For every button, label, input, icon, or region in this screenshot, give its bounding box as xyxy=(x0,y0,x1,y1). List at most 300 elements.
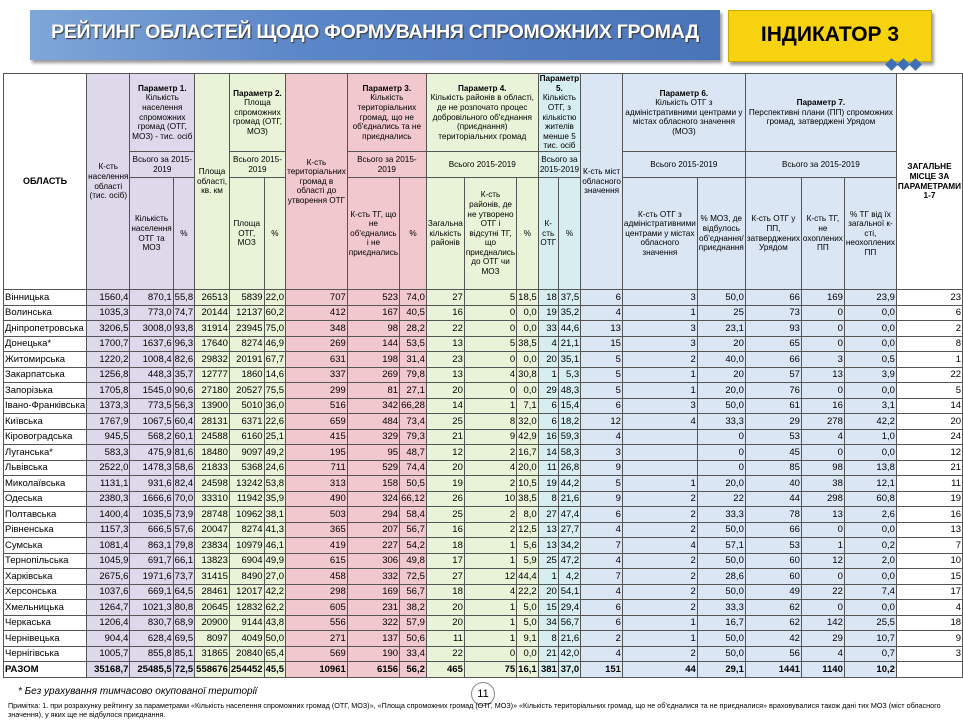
header-p6-pct: % МОЗ, де відбулось об'єднання/приєднання xyxy=(697,178,745,290)
table-cell: 15 xyxy=(581,336,623,352)
table-cell: 0,2 xyxy=(844,538,896,554)
table-cell: 12,5 xyxy=(517,522,539,538)
table-cell: 3 xyxy=(622,290,697,306)
table-cell: 5368 xyxy=(229,460,264,476)
rank-cell: 20 xyxy=(896,414,962,430)
table-cell: 57,1 xyxy=(697,538,745,554)
table-cell: 254452 xyxy=(229,662,264,678)
table-cell: 1035,3 xyxy=(87,305,130,321)
table-cell: 13,8 xyxy=(844,460,896,476)
table-cell: 2 xyxy=(464,445,516,461)
table-cell: 53 xyxy=(745,538,801,554)
header-param7: Параметр 7. Перспективні плани (ПП) спроможних громад, затверджені Урядом xyxy=(745,74,896,152)
table-cell: 1,0 xyxy=(844,429,896,445)
rank-cell: 12 xyxy=(896,445,962,461)
table-cell: 50,5 xyxy=(400,476,427,492)
table-cell: 6 xyxy=(581,615,623,631)
oblast-name-cell: Чернігівська xyxy=(4,646,87,662)
table-cell: 1400,4 xyxy=(87,507,130,523)
table-cell: 10961 xyxy=(286,662,348,678)
header-p7-nocov: К-сть ТГ, не охоплених ПП xyxy=(801,178,844,290)
table-cell: 60,8 xyxy=(844,491,896,507)
oblast-name-cell: Івано-Франківська xyxy=(4,398,87,414)
table-cell: 2675,6 xyxy=(87,569,130,585)
table-cell: 59,3 xyxy=(558,429,580,445)
table-body xyxy=(4,290,963,678)
table-cell: 1037,6 xyxy=(87,584,130,600)
table-row xyxy=(4,336,963,352)
table-cell: 773,5 xyxy=(130,398,173,414)
table-cell: 313 xyxy=(286,476,348,492)
table-cell: 5 xyxy=(581,352,623,368)
table-cell: 32,0 xyxy=(517,414,539,430)
table-cell: 60 xyxy=(745,569,801,585)
table-cell: 1206,4 xyxy=(87,615,130,631)
table-cell: 1140 xyxy=(801,662,844,678)
table-cell: 58,6 xyxy=(173,460,195,476)
table-cell: 5,6 xyxy=(517,538,539,554)
table-cell: 20191 xyxy=(229,352,264,368)
table-cell: 490 xyxy=(286,491,348,507)
table-cell: 8 xyxy=(538,491,558,507)
table-cell: 1005,7 xyxy=(87,646,130,662)
header-p1-count: Кількість населення ОТГ та МОЗ xyxy=(130,178,173,290)
table-cell: 8490 xyxy=(229,569,264,585)
table-row xyxy=(4,538,963,554)
table-cell: 151 xyxy=(581,662,623,678)
table-cell: 53,5 xyxy=(400,336,427,352)
header-p1-pct: % xyxy=(173,178,195,290)
table-cell: 3 xyxy=(622,398,697,414)
table-cell: 1560,4 xyxy=(87,290,130,306)
header-p2-total: Всього 2015-2019 xyxy=(229,152,285,178)
table-cell: 33,3 xyxy=(697,414,745,430)
table-cell: 2 xyxy=(622,522,697,538)
table-cell: 7 xyxy=(581,538,623,554)
table-cell: 18,2 xyxy=(558,414,580,430)
table-cell: 3 xyxy=(581,445,623,461)
table-cell: 45,5 xyxy=(264,662,286,678)
page-number: 11 xyxy=(471,682,495,706)
table-cell: 158 xyxy=(347,476,399,492)
table-cell: 2 xyxy=(622,600,697,616)
table-cell: 76 xyxy=(745,383,801,399)
table-cell: 8274 xyxy=(229,336,264,352)
table-cell: 5 xyxy=(464,290,516,306)
table-cell: 13 xyxy=(426,336,464,352)
table-cell: 14 xyxy=(538,445,558,461)
oblast-name-cell: Одеська xyxy=(4,491,87,507)
table-cell: 1767,9 xyxy=(87,414,130,430)
table-cell: 28131 xyxy=(195,414,230,430)
table-cell: 81 xyxy=(347,383,399,399)
oblast-name-cell: Вінницька xyxy=(4,290,87,306)
table-cell: 48,3 xyxy=(558,383,580,399)
table-cell: 50,0 xyxy=(697,584,745,600)
table-cell: 50,0 xyxy=(697,631,745,647)
table-cell: 25 xyxy=(697,305,745,321)
table-cell: 659 xyxy=(286,414,348,430)
table-cell: 1373,3 xyxy=(87,398,130,414)
table-cell: 18 xyxy=(426,538,464,554)
table-cell: 190 xyxy=(347,646,399,662)
table-cell: 18,5 xyxy=(517,290,539,306)
table-cell: 40,0 xyxy=(697,352,745,368)
table-cell: 1637,6 xyxy=(130,336,173,352)
table-cell: 27,1 xyxy=(400,383,427,399)
table-cell: 73,4 xyxy=(400,414,427,430)
table-cell: 57 xyxy=(745,367,801,383)
table-cell: 66,1 xyxy=(173,553,195,569)
table-cell: 42,9 xyxy=(517,429,539,445)
table-cell: 137 xyxy=(347,631,399,647)
table-cell: 98 xyxy=(347,321,399,337)
table-cell: 0 xyxy=(464,321,516,337)
table-cell: 0 xyxy=(801,321,844,337)
table-cell: 1157,3 xyxy=(87,522,130,538)
table-cell: 25 xyxy=(426,507,464,523)
header-param6: Параметр 6. Кількість ОТГ з адміністративними центрами у містах обласного значення (МОЗ) xyxy=(622,74,745,152)
table-cell: 31914 xyxy=(195,321,230,337)
rank-cell: 18 xyxy=(896,615,962,631)
table-cell: 7,4 xyxy=(844,584,896,600)
table-cell: 67,7 xyxy=(264,352,286,368)
table-cell: 2 xyxy=(622,352,697,368)
table-cell: 503 xyxy=(286,507,348,523)
table-cell: 33 xyxy=(538,321,558,337)
table-cell: 2 xyxy=(622,646,697,662)
table-cell: 38,5 xyxy=(517,336,539,352)
table-cell: 299 xyxy=(286,383,348,399)
table-cell: 82,6 xyxy=(173,352,195,368)
table-cell: 10,7 xyxy=(844,631,896,647)
table-cell: 22,6 xyxy=(264,414,286,430)
table-cell: 830,7 xyxy=(130,615,173,631)
table-cell: 17 xyxy=(426,553,464,569)
table-cell: 33,3 xyxy=(697,507,745,523)
table-cell: 0 xyxy=(697,460,745,476)
table-cell: 79,8 xyxy=(400,367,427,383)
table-cell: 29 xyxy=(801,631,844,647)
oblast-name-cell: Донецька* xyxy=(4,336,87,352)
table-cell: 1666,6 xyxy=(130,491,173,507)
table-cell: 3 xyxy=(801,352,844,368)
table-row xyxy=(4,460,963,476)
table-cell: 13900 xyxy=(195,398,230,414)
table-cell: 23945 xyxy=(229,321,264,337)
table-cell: 16,7 xyxy=(517,445,539,461)
table-cell: 90,6 xyxy=(173,383,195,399)
table-cell: 49,8 xyxy=(400,553,427,569)
table-cell: 74,0 xyxy=(400,290,427,306)
oblast-name-cell: Миколаївська xyxy=(4,476,87,492)
rank-cell: 15 xyxy=(896,569,962,585)
table-row xyxy=(4,631,963,647)
table-cell: 6160 xyxy=(229,429,264,445)
table-cell: 20047 xyxy=(195,522,230,538)
table-cell: 66,12 xyxy=(400,491,427,507)
oblast-name-cell: Чернівецька xyxy=(4,631,87,647)
table-cell: 25,5 xyxy=(844,615,896,631)
header-p5-pct: % xyxy=(558,178,580,290)
table-cell: 53,8 xyxy=(264,476,286,492)
table-cell: 0,0 xyxy=(517,321,539,337)
table-cell: 65,4 xyxy=(264,646,286,662)
header-p6-total: Всього 2015-2019 xyxy=(622,152,745,178)
table-cell: 62,2 xyxy=(264,600,286,616)
oblast-name-cell: Закарпатська xyxy=(4,367,87,383)
table-cell: 73 xyxy=(745,305,801,321)
header-p2-area: Площа ОТГ, МОЗ xyxy=(229,178,264,290)
table-row xyxy=(4,507,963,523)
table-cell: 666,5 xyxy=(130,522,173,538)
table-cell: 1220,2 xyxy=(87,352,130,368)
oblast-name-cell: Львівська xyxy=(4,460,87,476)
table-cell: 0 xyxy=(801,522,844,538)
table-cell: 1 xyxy=(622,476,697,492)
table-cell: 2 xyxy=(622,507,697,523)
table-cell: 40 xyxy=(745,476,801,492)
table-cell: 29 xyxy=(745,414,801,430)
table-cell: 5 xyxy=(581,367,623,383)
table-cell: 4 xyxy=(581,522,623,538)
table-cell: 21 xyxy=(538,646,558,662)
table-cell: 70,0 xyxy=(173,491,195,507)
table-cell: 2 xyxy=(464,476,516,492)
table-cell: 0 xyxy=(464,305,516,321)
table-cell: 0,0 xyxy=(844,522,896,538)
table-cell: 54,1 xyxy=(558,584,580,600)
table-cell: 16 xyxy=(426,305,464,321)
table-cell: 37,0 xyxy=(558,662,580,678)
table-cell: 29,4 xyxy=(558,600,580,616)
oblast-name-cell: РАЗОМ xyxy=(4,662,87,678)
table-cell: 1081,4 xyxy=(87,538,130,554)
table-cell: 9 xyxy=(581,460,623,476)
table-cell: 631 xyxy=(286,352,348,368)
table-cell: 707 xyxy=(286,290,348,306)
table-cell: 904,4 xyxy=(87,631,130,647)
table-cell: 945,5 xyxy=(87,429,130,445)
table-cell: 56,2 xyxy=(400,662,427,678)
table-cell: 13 xyxy=(426,367,464,383)
table-cell: 56 xyxy=(745,646,801,662)
table-cell: 415 xyxy=(286,429,348,445)
table-cell: 324 xyxy=(347,491,399,507)
table-cell: 42,2 xyxy=(264,584,286,600)
rank-cell: 19 xyxy=(896,491,962,507)
table-cell: 20527 xyxy=(229,383,264,399)
table-cell: 322 xyxy=(347,615,399,631)
table-cell: 38,1 xyxy=(264,507,286,523)
table-cell: 12137 xyxy=(229,305,264,321)
table-cell: 207 xyxy=(347,522,399,538)
table-cell: 1131,1 xyxy=(87,476,130,492)
table-cell: 42,2 xyxy=(844,414,896,430)
table-cell: 12 xyxy=(801,553,844,569)
table-cell: 1 xyxy=(622,615,697,631)
table-cell: 2 xyxy=(464,507,516,523)
table-cell: 6 xyxy=(581,507,623,523)
table-cell: 13 xyxy=(801,367,844,383)
table-cell: 0,5 xyxy=(844,352,896,368)
table-cell: 66 xyxy=(745,522,801,538)
table-cell: 29,1 xyxy=(697,662,745,678)
table-cell: 7 xyxy=(581,569,623,585)
table-cell: 1264,7 xyxy=(87,600,130,616)
oblast-name-cell: Хмельницька xyxy=(4,600,87,616)
table-cell: 21,6 xyxy=(558,491,580,507)
table-cell: 6 xyxy=(538,414,558,430)
table-cell: 28,6 xyxy=(697,569,745,585)
table-cell: 4 xyxy=(581,584,623,600)
table-cell: 22,0 xyxy=(264,290,286,306)
table-cell: 35,7 xyxy=(173,367,195,383)
oblast-name-cell: Черкаська xyxy=(4,615,87,631)
table-cell: 605 xyxy=(286,600,348,616)
table-cell: 5,9 xyxy=(517,553,539,569)
oblast-name-cell: Запорізька xyxy=(4,383,87,399)
header-p5-count: К-сть ОТГ xyxy=(538,178,558,290)
table-cell: 62 xyxy=(745,615,801,631)
table-cell: 44 xyxy=(622,662,697,678)
table-cell: 20 xyxy=(697,367,745,383)
table-cell: 8274 xyxy=(229,522,264,538)
table-cell: 6 xyxy=(581,600,623,616)
header-oblast: ОБЛАСТЬ xyxy=(4,74,87,290)
table-cell: 27,0 xyxy=(264,569,286,585)
table-cell: 1 xyxy=(464,615,516,631)
header-p5-total: Всього за 2015-2019 xyxy=(538,152,581,178)
header-p3-pct: % xyxy=(400,178,427,290)
table-cell: 1021,3 xyxy=(130,600,173,616)
table-row xyxy=(4,445,963,461)
table-cell: 22 xyxy=(697,491,745,507)
table-cell: 19 xyxy=(538,476,558,492)
table-cell: 381 xyxy=(538,662,558,678)
table-cell: 0,0 xyxy=(517,305,539,321)
table-cell: 18 xyxy=(426,584,464,600)
table-cell: 20 xyxy=(426,600,464,616)
table-row xyxy=(4,491,963,507)
table-row xyxy=(4,476,963,492)
table-cell: 15,4 xyxy=(558,398,580,414)
table-cell: 17640 xyxy=(195,336,230,352)
table-cell: 82,4 xyxy=(173,476,195,492)
table-cell: 20645 xyxy=(195,600,230,616)
table-cell: 0 xyxy=(697,429,745,445)
table-cell: 23,1 xyxy=(697,321,745,337)
table-cell: 46,9 xyxy=(264,336,286,352)
table-cell: 47,4 xyxy=(558,507,580,523)
table-cell: 0 xyxy=(464,646,516,662)
table-cell: 8 xyxy=(538,631,558,647)
table-cell: 484 xyxy=(347,414,399,430)
oblast-name-cell: Полтавська xyxy=(4,507,87,523)
table-cell: 96,3 xyxy=(173,336,195,352)
table-cell: 1045,9 xyxy=(87,553,130,569)
table-cell: 16 xyxy=(801,398,844,414)
table-cell: 348 xyxy=(286,321,348,337)
table-cell: 669,1 xyxy=(130,584,173,600)
table-cell: 529 xyxy=(347,460,399,476)
table-cell: 4 xyxy=(581,646,623,662)
table-cell: 42,0 xyxy=(558,646,580,662)
table-cell: 2 xyxy=(464,522,516,538)
table-cell: 1 xyxy=(538,569,558,585)
table-cell: 691,7 xyxy=(130,553,173,569)
table-cell: 465 xyxy=(426,662,464,678)
table-cell: 23834 xyxy=(195,538,230,554)
table-cell: 2 xyxy=(622,569,697,585)
table-cell: 9 xyxy=(464,429,516,445)
table-cell: 24598 xyxy=(195,476,230,492)
table-cell: 34,2 xyxy=(558,538,580,554)
table-cell: 34 xyxy=(538,615,558,631)
oblast-name-cell: Луганська* xyxy=(4,445,87,461)
table-cell: 12 xyxy=(581,414,623,430)
table-cell: 31415 xyxy=(195,569,230,585)
header-p2-pct: % xyxy=(264,178,286,290)
table-cell: 93 xyxy=(745,321,801,337)
header-p6-count: К-сть ОТГ з адміністративними центрами у містах обласного значення xyxy=(622,178,697,290)
diamond-decoration-icon xyxy=(887,56,937,72)
table-cell: 25,1 xyxy=(264,429,286,445)
table-cell: 1 xyxy=(622,367,697,383)
oblast-name-cell: Сумська xyxy=(4,538,87,554)
table-cell: 20 xyxy=(697,336,745,352)
table-cell: 6371 xyxy=(229,414,264,430)
table-row xyxy=(4,615,963,631)
table-cell: 24588 xyxy=(195,429,230,445)
rank-cell: 4 xyxy=(896,600,962,616)
table-cell: 2 xyxy=(622,553,697,569)
table-cell: 4 xyxy=(538,336,558,352)
table-cell: 60,1 xyxy=(173,429,195,445)
table-cell: 57,6 xyxy=(173,522,195,538)
table-cell: 9,1 xyxy=(517,631,539,647)
table-cell: 56,7 xyxy=(400,584,427,600)
table-cell: 66,28 xyxy=(400,398,427,414)
header-param5: Параметр 5. Кількість ОТГ, з кількістю жителів менше 5 тис. осіб xyxy=(539,74,580,151)
table-cell: 144 xyxy=(347,336,399,352)
table-cell: 18 xyxy=(538,290,558,306)
title-banner xyxy=(30,10,720,60)
table-cell: 6156 xyxy=(347,662,399,678)
header-param2: Параметр 2. Площа спроможних громад (ОТГ, МОЗ) xyxy=(229,74,285,152)
table-row xyxy=(4,398,963,414)
table-cell: 1 xyxy=(622,631,697,647)
table-cell: 269 xyxy=(347,367,399,383)
table-row xyxy=(4,600,963,616)
table-cell: 0 xyxy=(801,569,844,585)
table-cell: 863,1 xyxy=(130,538,173,554)
table-cell: 3,1 xyxy=(844,398,896,414)
table-cell: 2380,3 xyxy=(87,491,130,507)
table-row xyxy=(4,553,963,569)
table-row xyxy=(4,321,963,337)
oblast-name-cell: Київська xyxy=(4,414,87,430)
table-cell: 73,7 xyxy=(173,569,195,585)
table-cell: 93,8 xyxy=(173,321,195,337)
table-cell: 27180 xyxy=(195,383,230,399)
table-cell: 20900 xyxy=(195,615,230,631)
rank-cell: 16 xyxy=(896,507,962,523)
table-cell: 64,5 xyxy=(173,584,195,600)
table-cell: 60,2 xyxy=(264,305,286,321)
table-cell: 50,0 xyxy=(697,646,745,662)
table-cell: 81,6 xyxy=(173,445,195,461)
